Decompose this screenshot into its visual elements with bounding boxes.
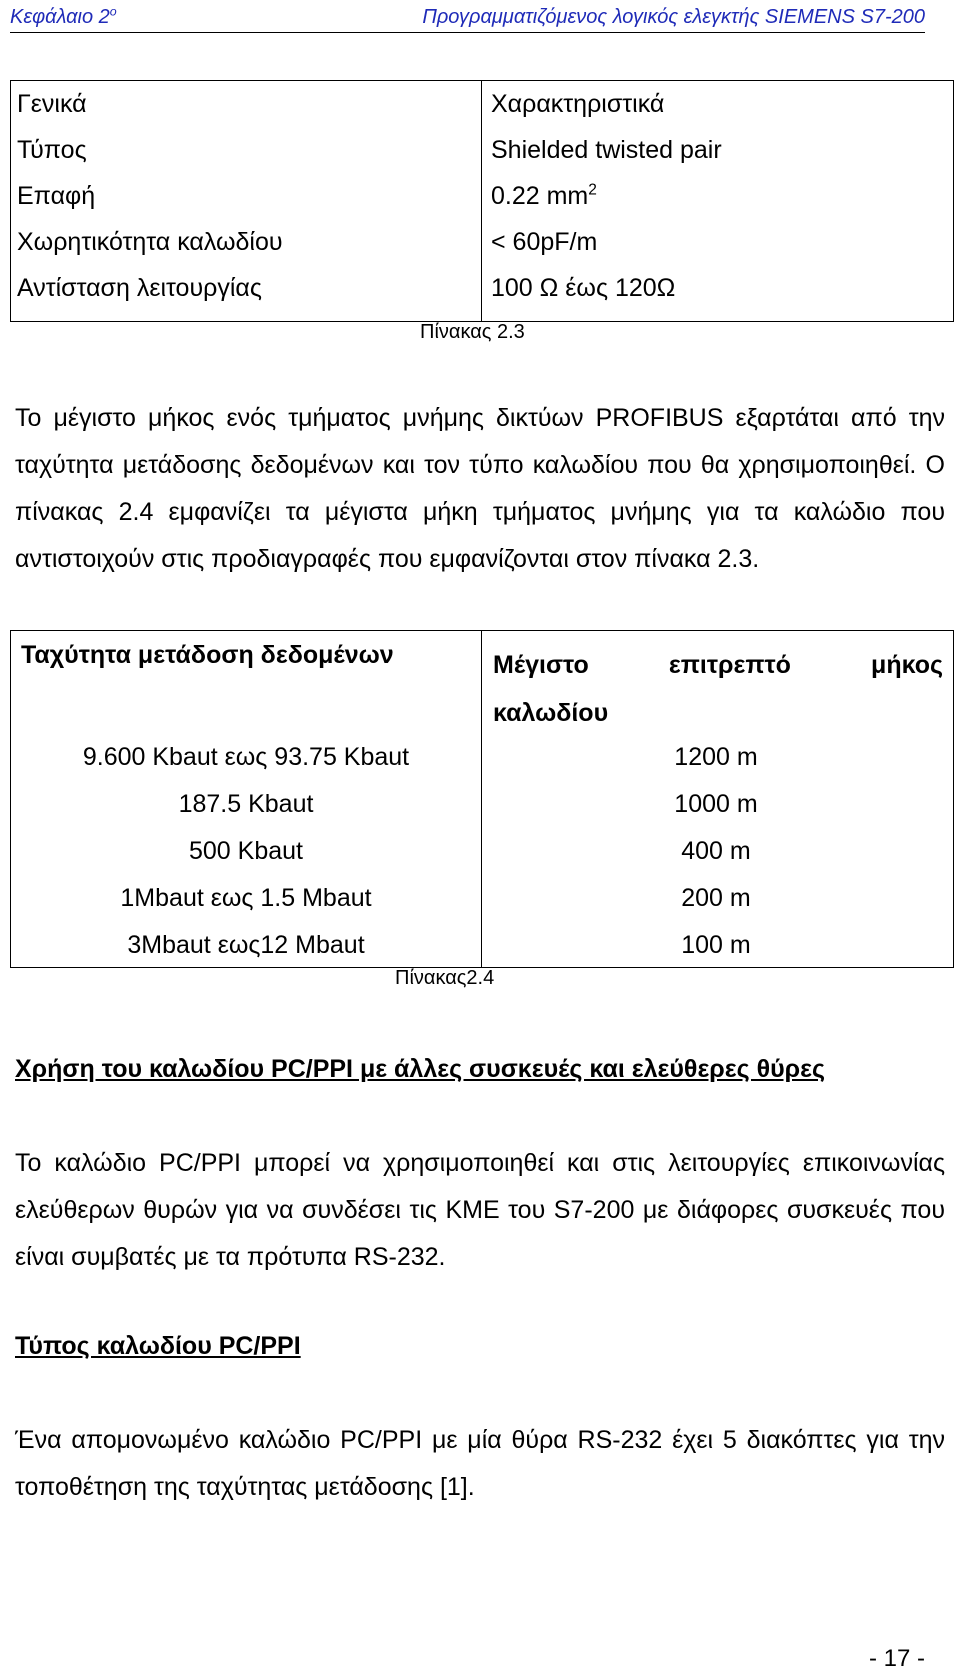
spec-label: Επαφή xyxy=(17,182,96,210)
spec-label: Γενικά xyxy=(17,90,87,118)
length-cell: 400 m xyxy=(681,837,751,865)
spec-label: Αντίσταση λειτουργίας xyxy=(17,274,262,302)
table-row xyxy=(11,875,953,922)
length-cell: 100 m xyxy=(681,931,751,959)
cable-specs-table xyxy=(10,80,954,322)
column-header-rate: Ταχύτητα μετάδοση δεδομένων xyxy=(21,641,394,669)
rate-cell: 1Mbaut εως 1.5 Mbaut xyxy=(120,884,372,912)
table-row xyxy=(11,127,953,173)
rate-cell: 187.5 Kbaut xyxy=(178,790,314,818)
table-row xyxy=(11,81,953,127)
table-caption: Πίνακας 2.3 xyxy=(420,321,525,343)
paragraph: Ένα απομονωμένο καλώδιο PC/PPI με μία θύρα RS-232 έχει 5 διακόπτες για την τοποθέτηση της ταχύτητας μετάδοσης [1]. xyxy=(15,1426,945,1501)
spec-value: < 60pF/m xyxy=(491,228,598,256)
header-word: επιτρεπτό xyxy=(668,651,791,679)
header-word: μήκος xyxy=(871,651,943,679)
chapter-label: Κεφάλαιο $2^o$ xyxy=(10,4,117,28)
page-header xyxy=(10,2,925,33)
table-row xyxy=(11,781,953,828)
table-row xyxy=(11,173,953,219)
rate-cell: 9.600 Kbaut εως 93.75 Kbaut xyxy=(82,743,410,771)
spec-label: Χωρητικότητα καλωδίου xyxy=(17,228,283,256)
table-caption: Πίνακας2.4 xyxy=(395,967,495,989)
length-cell: 200 m xyxy=(681,884,751,912)
section-heading: Χρήση του καλωδίου PC/PPI με άλλες συσκευές και ελεύθερες θύρες xyxy=(15,1055,825,1083)
table-row xyxy=(11,828,953,875)
paragraph: Το μέγιστο μήκος ενός τμήματος μνήμης δικτύων PROFIBUS εξαρτάται από την ταχύτητα μετάδοσης δεδομένων και τον τύπο καλωδίου που θα χρησιμοποιηθεί. Ο πίνακας 2.4 εμφανίζει τα μέγιστα μήκη τμήματος μνήμης για τα καλώδιο που αντιστοιχούν στις προδιαγραφές που εμφανίζονται στον πίνακα 2.3. xyxy=(15,404,945,573)
spec-value: Shielded twisted pair xyxy=(491,136,722,164)
length-cell: 1200 m xyxy=(674,743,758,771)
table-row xyxy=(11,265,953,311)
table-row xyxy=(11,922,953,969)
section-heading: Τύπος καλωδίου PC/PPI xyxy=(15,1332,301,1360)
column-header-length xyxy=(493,641,943,737)
paragraph: Το καλώδιο PC/PPI μπορεί να χρησιμοποιηθεί και στις λειτουργίες επικοινωνίας ελεύθερων θυρών για να συνδέσει τις ΚΜΕ του S7-200 με διάφορες συσκευές που είναι συμβατές με τα πρότυπα RS-232. xyxy=(15,1149,945,1271)
spec-value: 0.22 $mm^2$ xyxy=(491,181,597,210)
table-row xyxy=(11,219,953,265)
header-title: Προγραμματιζόμενος λογικός ελεγκτής SIEMENS S7-200 xyxy=(422,6,925,28)
spec-value: 100 Ω έως 120Ω xyxy=(491,274,676,302)
length-cell: 1000 m xyxy=(674,790,758,818)
page-number: - 17 - xyxy=(868,1645,925,1672)
header-word: Μέγιστο xyxy=(493,651,589,679)
header-word: καλωδίου xyxy=(493,699,609,727)
rate-cell: 500 Kbaut xyxy=(189,837,303,865)
segment-length-table xyxy=(10,630,954,968)
spec-value: Χαρακτηριστικά xyxy=(491,90,665,118)
rate-cell: 3Mbaut εως12 Mbaut xyxy=(127,931,365,959)
spec-label: Τύπος xyxy=(17,136,87,164)
table-row xyxy=(11,734,953,781)
